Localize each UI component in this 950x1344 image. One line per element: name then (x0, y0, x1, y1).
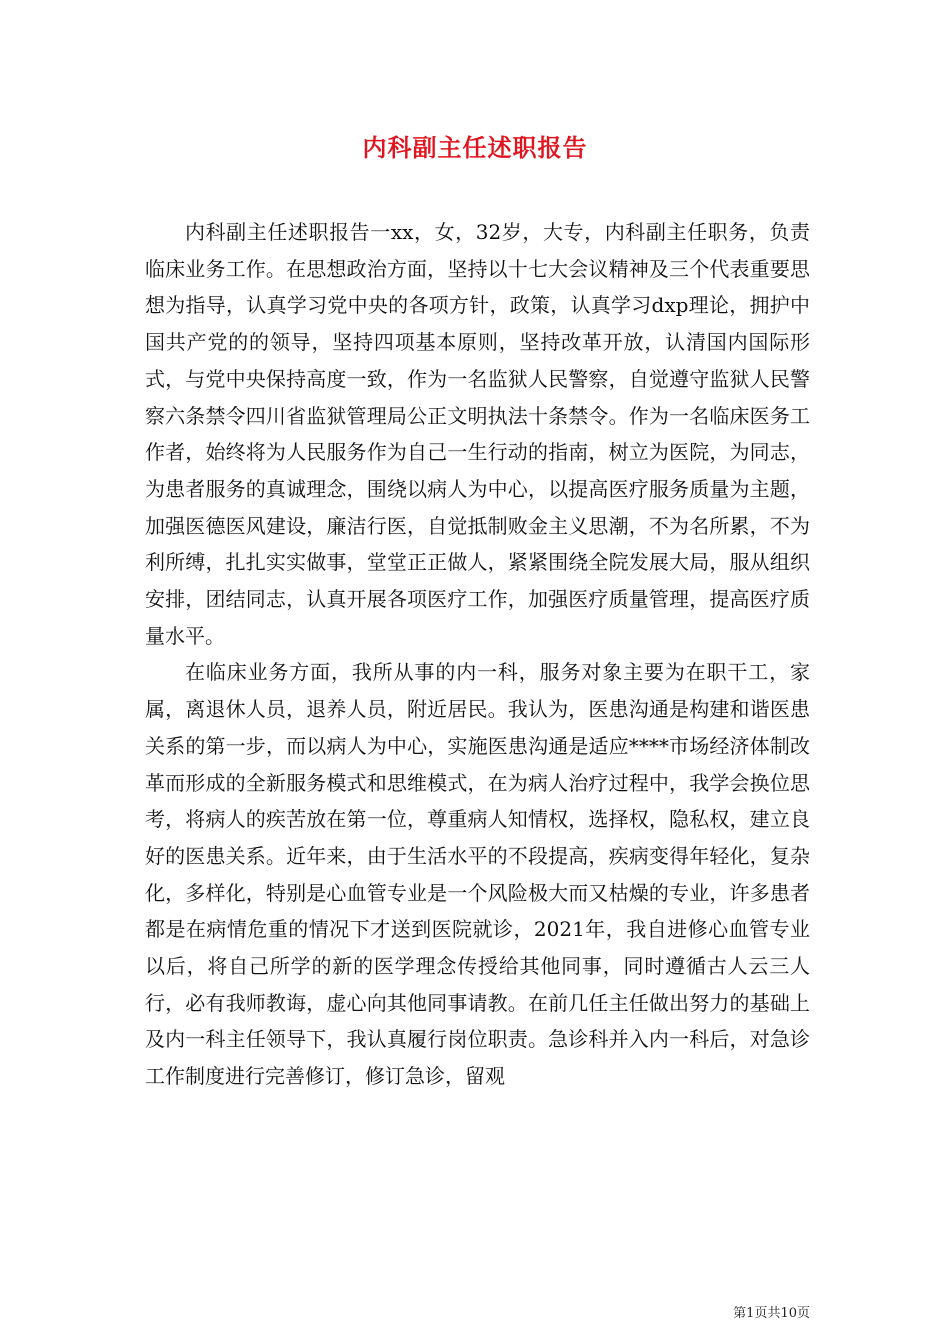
document-title: 内科副主任述职报告 (362, 133, 588, 162)
page-number: 第1页共10页 (733, 1306, 810, 1321)
paragraph-1: 内科副主任述职报告一xx，女，32岁，大专，内科副主任职务，负责临床业务工作。在思想政治方面，坚持以十七大会议精神及三个代表重要思想为指导，认真学习党中央的各项方针，政策，认真学习dxp理论，拥护中国共产党的的领导，坚持四项基本原则，坚持改革开放，认清国内国际形式，与党中央保持高度一致，作为一名监狱人民警察，自觉遵守监狱人民警察六条禁令四川省监狱管理局公正文明执法十条禁令。作为一名临床医务工作者，始终将为人民服务作为自己一生行动的指南，树立为医院，为同志，为患者服务的真诚理念，围绕以病人为中心，以提高医疗服务质量为主题，加强医德医风建设，廉洁行医，自觉抵制败金主义思潮，不为名所累，不为利所缚，扎扎实实做事，堂堂正正做人，紧紧围绕全院发展大局，服从组织安排，团结同志，认真开展各项医疗工作，加强医疗质量管理，提高医疗质量水平。 (145, 220, 810, 648)
paragraph-2: 在临床业务方面，我所从事的内一科，服务对象主要为在职干工，家属，离退休人员，退养人员，附近居民。我认为，医患沟通是构建和谐医患关系的第一步，而以病人为中心，实施医患沟通是适应****市场经济体制改革而形成的全新服务模式和思维模式，在为病人治疗过程中，我学会换位思考，将病人的疾苦放在第一位，尊重病人知情权，选择权，隐私权，建立良好的医患关系。近年来，由于生活水平的不段提高，疾病变得年轻化，复杂化，多样化，特别是心血管专业是一个风险极大而又枯燥的专业，许多患者都是在病情危重的情况下才送到医院就诊，2021年，我自进修心血管专业以后，将自己所学的新的医学理念传授给其他同事，同时遵循古人云三人行，必有我师教诲，虚心向其他同事请教。在前几任主任做出努力的基础上及内一科主任领导下，我认真履行岗位职责。急诊科并入内一科后，对急诊工作制度进行完善修订，修订急诊，留观 (145, 660, 810, 1089)
document-body (145, 214, 810, 1095)
